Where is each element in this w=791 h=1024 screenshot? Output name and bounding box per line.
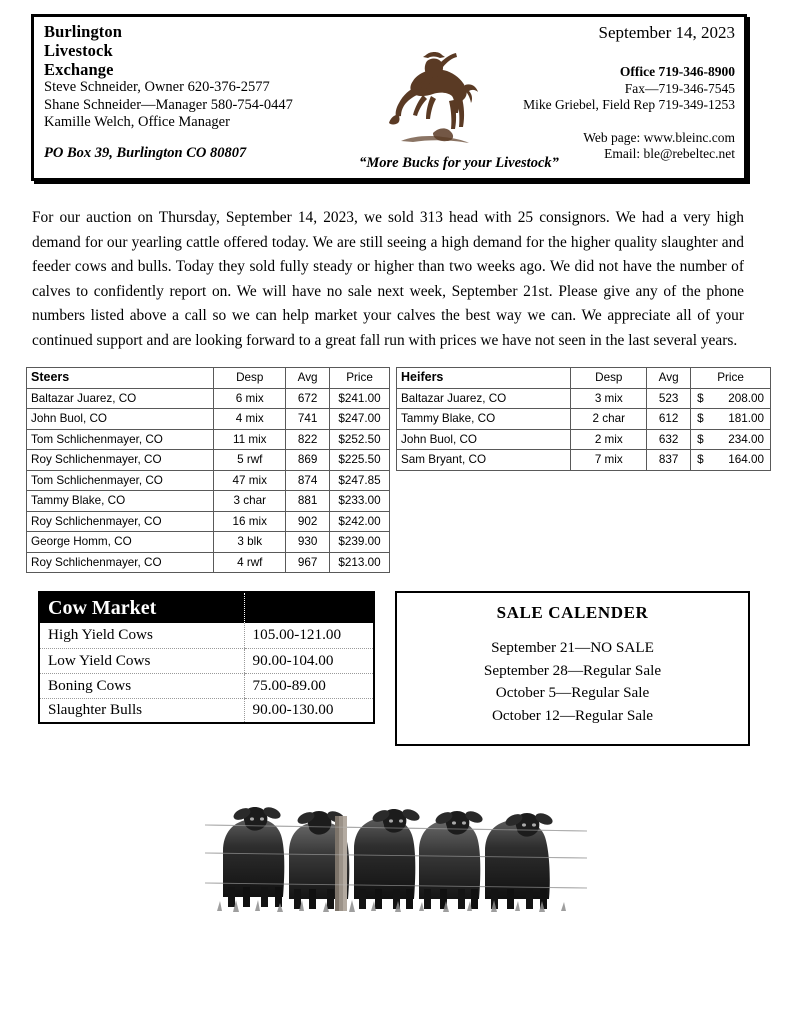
column-header-avg: Avg	[286, 368, 330, 389]
heifers-table	[396, 367, 771, 471]
contact-office-manager: Kamille Welch, Office Manager	[44, 114, 230, 130]
price-cell: $247.00	[330, 409, 390, 430]
currency-symbol: $	[697, 391, 704, 405]
sale-calendar-item: September 21—NO SALE	[491, 639, 654, 656]
consignor-name: Baltazar Juarez, CO	[397, 388, 571, 409]
table-row	[397, 388, 771, 409]
table-row	[397, 429, 771, 450]
contact-manager: Shane Schneider—Manager 580-754-0447	[44, 96, 293, 113]
table-row	[39, 698, 374, 723]
table-row	[27, 470, 390, 491]
currency-symbol: $	[697, 432, 704, 446]
cow-market-value: 105.00-121.00	[244, 623, 374, 648]
consignor-name: Roy Schlichenmayer, CO	[27, 552, 214, 573]
price-cell: $242.00	[330, 511, 390, 532]
table-header-row	[27, 368, 390, 389]
price-cell	[691, 388, 771, 409]
price-amount: 208.00	[728, 391, 764, 405]
company-name-line-3: Exchange	[44, 60, 114, 79]
sale-calendar-title: SALE CALENDER	[496, 603, 649, 622]
consignor-name: John Buol, CO	[397, 429, 571, 450]
cow-market-label: Boning Cows	[39, 673, 244, 698]
consignor-name: John Buol, CO	[27, 409, 214, 430]
office-phone: Office 719-346-8900	[619, 64, 735, 79]
price-amount: 234.00	[728, 432, 764, 446]
price-cell: $233.00	[330, 491, 390, 512]
description-cell: 7 mix	[571, 450, 647, 471]
table-row	[397, 450, 771, 471]
market-report-paragraph: For our auction on Thursday, September 14, 2023, we sold 313 head with 25 consignors. We had a very high demand for our yearling cattle offered today. We are still seeing a high demand for the higher quality slaughter and feeder cows and bulls. Today they sold fully steady or higher than two weeks ago. We did not have the number of calves to confidently report on. We will have no sale next week, September 21st. Please give any of the phone numbers listed above a call so we can help market your calves the best way we can. We appreciate all of your continued support and are looking forward to a great fall run with prices we have not seen in the last several years.	[32, 209, 744, 349]
description-cell: 6 mix	[214, 388, 286, 409]
consignor-name: Tammy Blake, CO	[397, 409, 571, 430]
cow-market-header-blank	[244, 592, 374, 623]
sale-calendar-item: October 12—Regular Sale	[491, 706, 654, 724]
description-cell: 11 mix	[214, 429, 286, 450]
price-cell: $239.00	[330, 532, 390, 553]
price-cell: $247.85	[330, 470, 390, 491]
field-rep-phone: Mike Griebel, Field Rep 719-349-1253	[523, 97, 735, 112]
report-date: September 14, 2023	[598, 23, 735, 42]
table-row	[39, 648, 374, 673]
average-weight-cell: 612	[647, 409, 691, 430]
email-address: Email: ble@rebeltec.net	[604, 146, 735, 161]
black-angus-cattle-photo	[199, 779, 592, 919]
company-tagline: “More Bucks for your Livestock”	[359, 155, 559, 171]
contact-owner: Steve Schneider, Owner 620-376-2577	[44, 79, 270, 95]
company-name-line-2: Livestock	[44, 41, 113, 60]
average-weight-cell: 930	[286, 532, 330, 553]
description-cell: 3 blk	[214, 532, 286, 553]
table-row	[27, 388, 390, 409]
company-name-line-1: Burlington	[44, 22, 123, 41]
average-weight-cell: 741	[286, 409, 330, 430]
header-right-block	[385, 22, 735, 163]
average-weight-cell: 881	[286, 491, 330, 512]
company-contact-block	[44, 22, 364, 132]
description-cell: 47 mix	[214, 470, 286, 491]
price-amount: 181.00	[728, 412, 764, 425]
price-amount: 164.00	[728, 453, 764, 466]
description-cell: 4 rwf	[214, 552, 286, 573]
steers-table	[26, 367, 390, 573]
table-row	[27, 552, 390, 573]
consignor-name: George Homm, CO	[27, 532, 214, 553]
sale-calendar-list	[397, 637, 748, 727]
description-cell: 3 mix	[571, 388, 647, 409]
column-header-avg: Avg	[647, 368, 691, 389]
description-cell: 16 mix	[214, 511, 286, 532]
price-cell	[691, 429, 771, 450]
cow-market-value: 75.00-89.00	[244, 673, 374, 698]
fax-number: Fax—719-346-7545	[624, 80, 735, 96]
table-row	[27, 429, 390, 450]
table-row	[397, 409, 771, 430]
consignor-name: Roy Schlichenmayer, CO	[27, 450, 214, 471]
average-weight-cell: 869	[286, 450, 330, 471]
average-weight-cell: 874	[286, 470, 330, 491]
average-weight-cell: 822	[286, 429, 330, 450]
average-weight-cell: 967	[286, 552, 330, 573]
cow-market-value: 90.00-130.00	[244, 698, 374, 723]
cow-market-table	[38, 591, 375, 724]
cow-market-label: Low Yield Cows	[39, 648, 244, 673]
heifers-table-body	[397, 388, 771, 470]
table-row	[27, 450, 390, 471]
cow-market-label: High Yield Cows	[39, 623, 244, 648]
price-cell: $241.00	[330, 388, 390, 409]
table-row	[27, 532, 390, 553]
steers-title: Steers	[27, 368, 214, 389]
description-cell: 2 char	[571, 409, 647, 430]
description-cell: 5 rwf	[214, 450, 286, 471]
column-header-price: Price	[330, 368, 390, 389]
cow-market-header-row	[39, 592, 374, 623]
price-cell	[691, 409, 771, 430]
steers-table-body	[27, 388, 390, 573]
consignor-name: Sam Bryant, CO	[397, 450, 571, 471]
po-box-address: PO Box 39, Burlington CO 80807	[44, 145, 247, 161]
sale-calendar-item: October 5—Regular Sale	[495, 684, 650, 701]
price-cell: $252.50	[330, 429, 390, 450]
table-row	[39, 673, 374, 698]
column-header-desp: Desp	[214, 368, 286, 389]
price-cell: $225.50	[330, 450, 390, 471]
heifers-title: Heifers	[397, 368, 571, 389]
letterhead-box	[31, 14, 747, 181]
average-weight-cell: 632	[647, 429, 691, 450]
average-weight-cell: 672	[286, 388, 330, 409]
table-header-row	[397, 368, 771, 389]
description-cell: 4 mix	[214, 409, 286, 430]
currency-symbol: $	[697, 412, 704, 425]
cow-market-value: 90.00-104.00	[244, 648, 374, 673]
table-row	[27, 409, 390, 430]
consignor-name: Tammy Blake, CO	[27, 491, 214, 512]
consignor-name: Tom Schlichenmayer, CO	[27, 470, 214, 491]
cow-market-body	[39, 623, 374, 723]
price-cell: $213.00	[330, 552, 390, 573]
consignor-name: Baltazar Juarez, CO	[27, 388, 214, 409]
table-row	[39, 623, 374, 648]
description-cell: 2 mix	[571, 429, 647, 450]
web-page-url: Web page: www.bleinc.com	[583, 129, 735, 145]
table-row	[27, 511, 390, 532]
average-weight-cell: 837	[647, 450, 691, 471]
consignor-name: Tom Schlichenmayer, CO	[27, 429, 214, 450]
description-cell: 3 char	[214, 491, 286, 512]
consignor-name: Roy Schlichenmayer, CO	[27, 511, 214, 532]
column-header-desp: Desp	[571, 368, 647, 389]
currency-symbol: $	[697, 453, 704, 466]
price-cell	[691, 450, 771, 471]
sale-calendar-item: September 28—Regular Sale	[483, 661, 662, 679]
column-header-price: Price	[691, 368, 771, 389]
sale-calendar-box	[395, 591, 750, 746]
cow-market-title: Cow Market	[39, 592, 244, 623]
average-weight-cell: 523	[647, 388, 691, 409]
cow-market-label: Slaughter Bulls	[48, 701, 143, 719]
average-weight-cell: 902	[286, 511, 330, 532]
table-row	[27, 491, 390, 512]
